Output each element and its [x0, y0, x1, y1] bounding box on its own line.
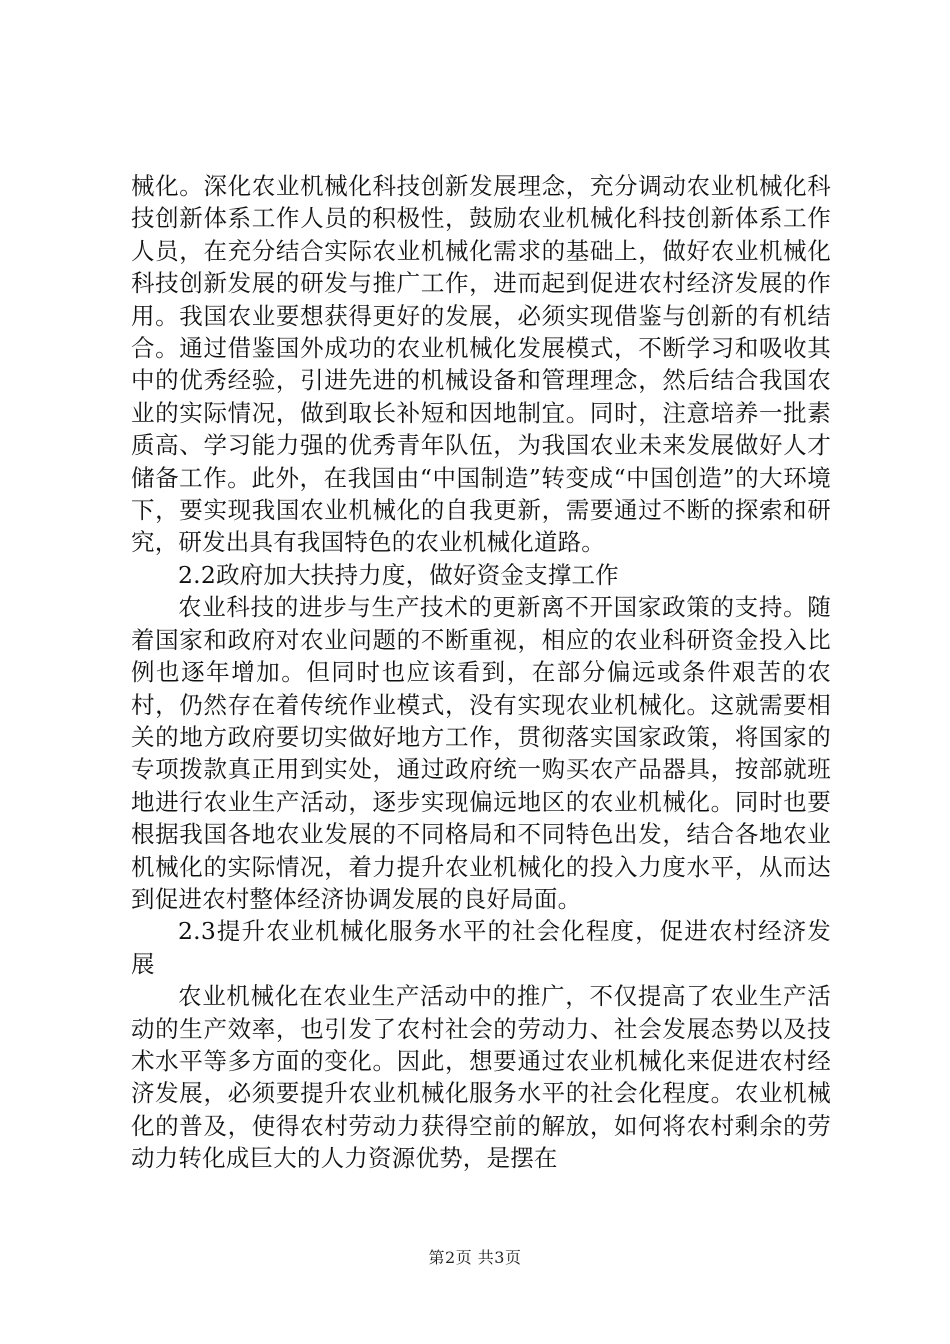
paragraph-funding-support: 农业科技的进步与生产技术的更新离不开国家政策的支持。随着国家和政府对农业问题的不断重视，相应的农业科研资金投入比例也逐年增加。但同时也应该看到，在部分偏远或条件艰苦的农村，仍然存在着传统作业模式，没有实现农业机械化。这就需要相关的地方政府要切实做好地方工作，贯彻落实国家政策，将国家的专项拨款真正用到实处，通过政府统一购买农产品器具，按部就班地进行农业生产活动，逐步实现偏远地区的农业机械化。同时也要根据我国各地农业发展的不同格局和不同特色出发，结合各地农业机械化的实际情况，着力提升农业机械化的投入力度水平，从而达到促进农村整体经济协调发展的良好局面。	[131, 593, 831, 913]
paragraph-service-socialization: 农业机械化在农业生产活动中的推广，不仅提高了农业生产活动的生产效率，也引发了农村社会的劳动力、社会发展态势以及技术水平等多方面的变化。因此，想要通过农业机械化来促进农村经济发展，必须要提升农业机械化服务水平的社会化程度。农业机械化的普及，使得农村劳动力获得空前的解放，如何将农村剩余的劳动力转化成巨大的人力资源优势，是摆在	[131, 982, 831, 1173]
paragraph-continuation: 械化。深化农业机械化科技创新发展理念，充分调动农业机械化科技创新体系工作人员的积极性，鼓励农业机械化科技创新体系工作人员，在充分结合实际农业机械化需求的基础上，做好农业机械化科技创新发展的研发与推广工作，进而起到促进农村经济发展的作用。我国农业要想获得更好的发展，必须实现借鉴与创新的有机结合。通过借鉴国外成功的农业机械化发展模式，不断学习和吸收其中的优秀经验，引进先进的机械设备和管理理念，然后结合我国农业的实际情况，做到取长补短和因地制宜。同时，注意培养一批素质高、学习能力强的优秀青年队伍，为我国农业未来发展做好人才储备工作。此外，在我国由“中国制造”转变成“中国创造”的大环境下，要实现我国农业机械化的自我更新，需要通过不断的探索和研究，研发出具有我国特色的农业机械化道路。	[131, 172, 831, 557]
document-body	[131, 170, 831, 1175]
page-number-footer: 第2页 共3页	[428, 1248, 522, 1267]
section-heading-2-2: 2.2政府加大扶持力度，做好资金支撑工作	[178, 560, 619, 589]
section-heading-2-3: 2.3提升农业机械化服务水平的社会化程度，促进农村经济发展	[131, 917, 831, 978]
